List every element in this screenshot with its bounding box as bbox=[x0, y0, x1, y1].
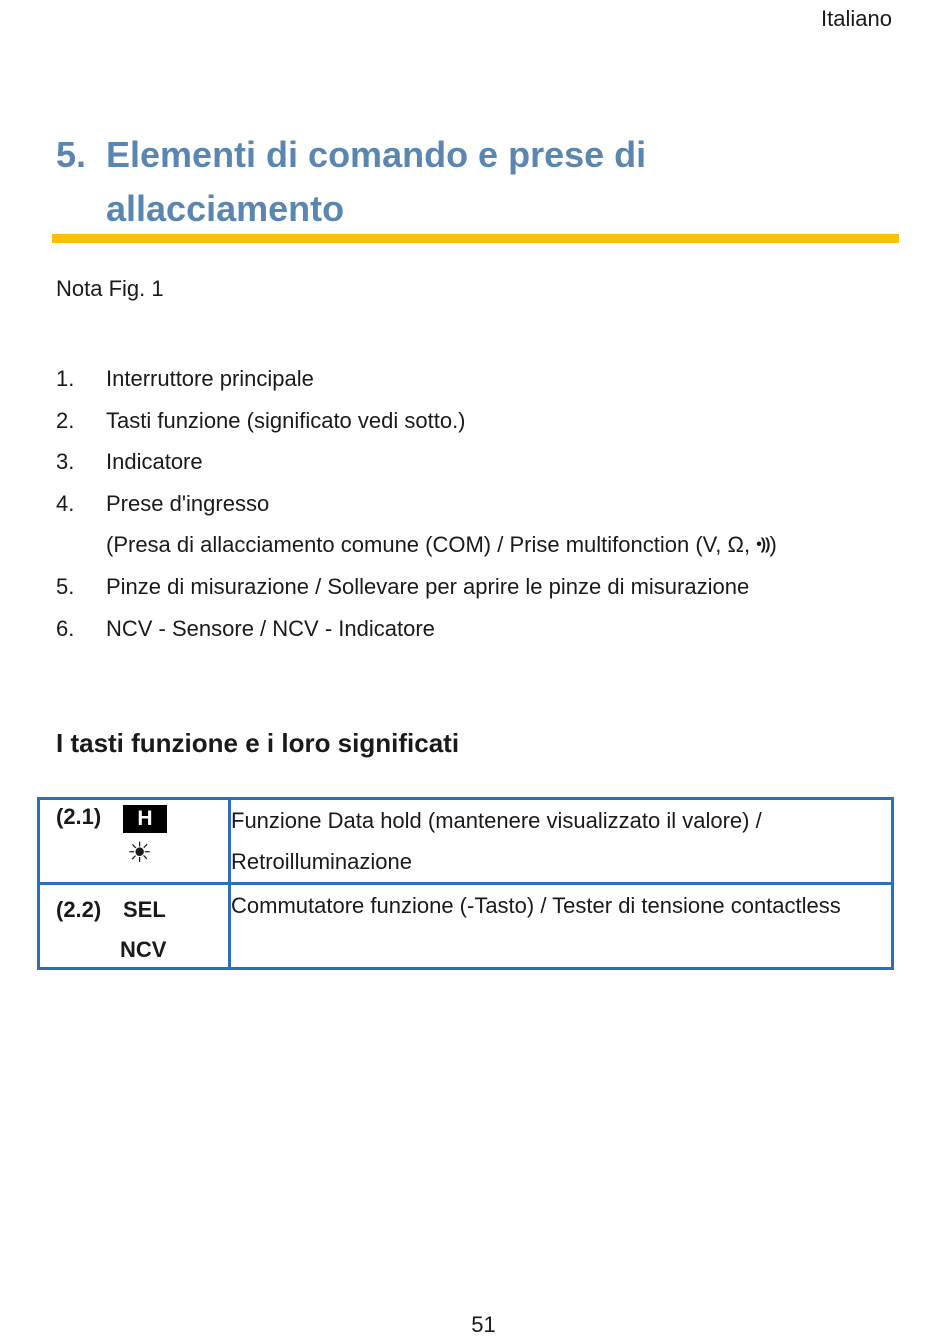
key-code: (2.1) bbox=[56, 804, 102, 829]
page-number: 51 bbox=[471, 1312, 496, 1337]
component-list bbox=[56, 358, 896, 649]
keys-heading: I tasti funzione e i loro significati bbox=[56, 728, 460, 758]
list-item bbox=[56, 608, 896, 650]
list-item bbox=[56, 483, 896, 525]
section-title-text: Elementi di comando e prese di allacciamento bbox=[106, 134, 647, 229]
list-item-number: 1. bbox=[56, 366, 75, 391]
hold-key-label: H bbox=[123, 805, 167, 833]
list-item-subtext bbox=[56, 524, 896, 566]
subtext-suffix: ) bbox=[769, 532, 777, 558]
list-item-number: 5. bbox=[56, 573, 75, 599]
key-description: Funzione Data hold (mantenere visualizzato il valore) / Retroilluminazione bbox=[230, 799, 893, 884]
section-number: 5. bbox=[56, 134, 87, 175]
section-title bbox=[56, 128, 896, 236]
figure-note: Nota Fig. 1 bbox=[56, 276, 164, 301]
continuity-sound-icon: •)) bbox=[756, 536, 770, 554]
sel-key-label: SEL bbox=[123, 897, 166, 922]
list-item bbox=[56, 566, 896, 608]
language-label: Italiano bbox=[821, 6, 892, 31]
key-cell bbox=[39, 799, 230, 884]
list-item-number: 3. bbox=[56, 449, 75, 475]
list-item bbox=[56, 358, 896, 400]
title-divider bbox=[52, 234, 899, 243]
backlight-sun-icon: ☀ bbox=[127, 837, 153, 868]
table-row bbox=[39, 884, 893, 969]
key-description: Commutatore funzione (-Tasto) / Tester di tensione contactless bbox=[230, 884, 893, 969]
list-item-number: 2. bbox=[56, 407, 75, 433]
list-item-text: Prese d'ingresso bbox=[106, 490, 270, 516]
list-item-text: Indicatore bbox=[106, 449, 203, 475]
list-item-number: 6. bbox=[56, 615, 75, 641]
list-item bbox=[56, 441, 896, 483]
function-keys-table bbox=[37, 797, 894, 970]
key-cell bbox=[39, 884, 230, 969]
table-row bbox=[39, 799, 893, 884]
key-code: (2.2) bbox=[56, 897, 102, 922]
subtext-prefix: (Presa di allacciamento comune (COM) / Prise multifonction (V, Ω, bbox=[106, 532, 757, 558]
list-item-text: Interruttore principale bbox=[106, 366, 314, 391]
list-item-text: NCV - Sensore / NCV - Indicatore bbox=[106, 615, 435, 641]
list-item-number: 4. bbox=[56, 490, 75, 516]
list-item-text: Tasti funzione (significato vedi sotto.) bbox=[106, 407, 466, 433]
list-item-text: Pinze di misurazione / Sollevare per aprire le pinze di misurazione bbox=[106, 573, 750, 599]
list-item bbox=[56, 400, 896, 442]
ncv-key-label: NCV bbox=[120, 937, 167, 962]
